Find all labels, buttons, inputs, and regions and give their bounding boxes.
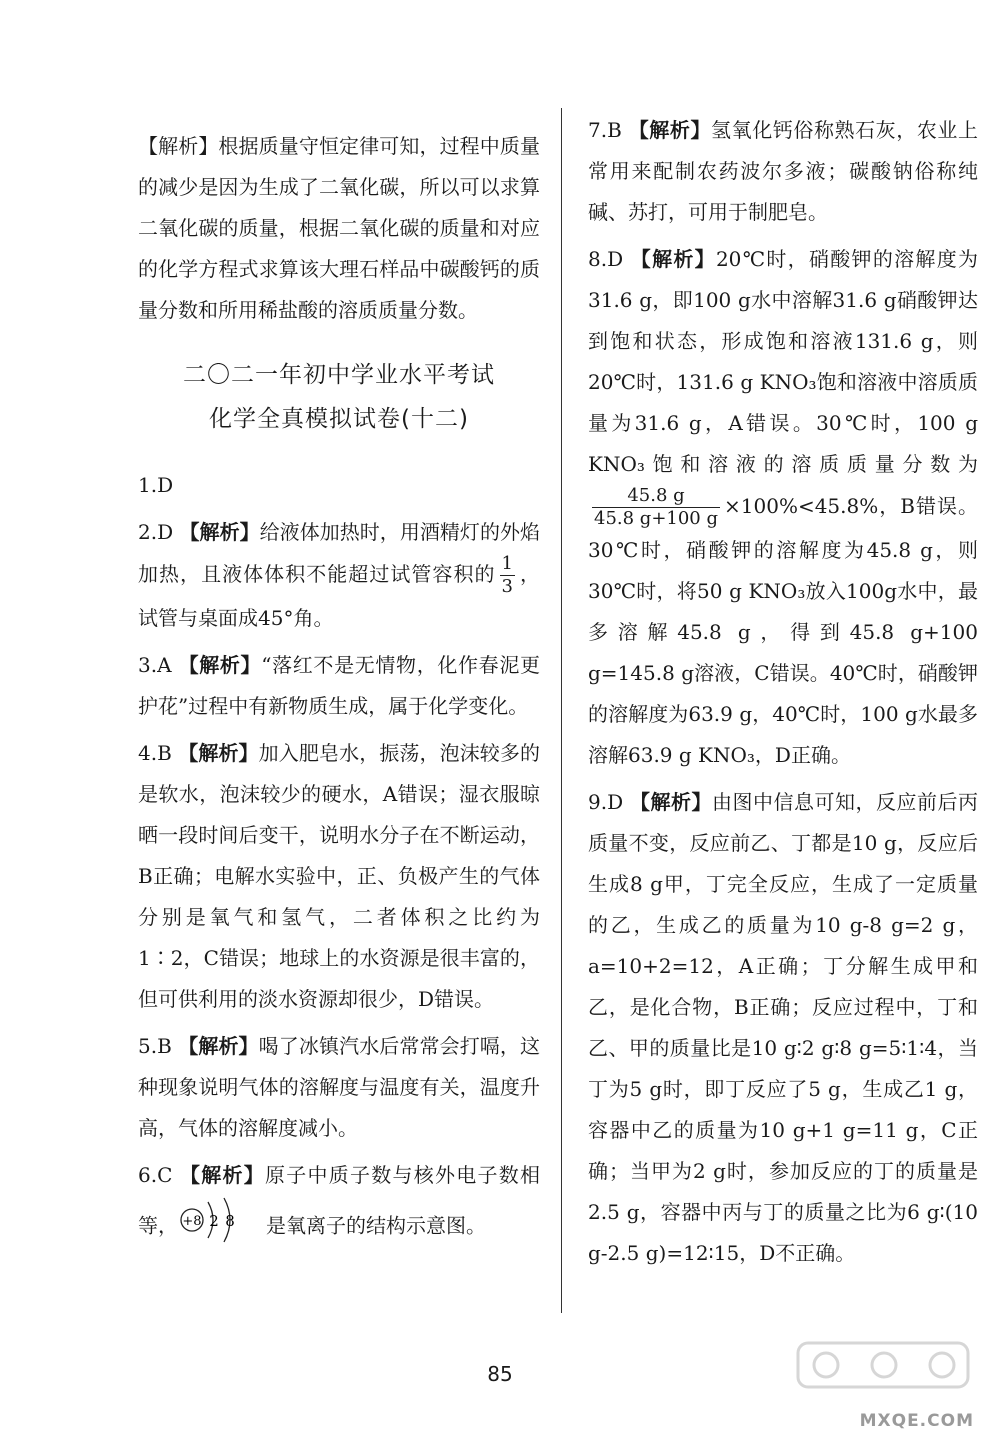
answer-4-text: 加入肥皂水，振荡，泡沫较多的是软水，泡沫较少的硬水，A错误；湿衣服晾晒一段时间后变干，说明水分子在不断运动，B正确；电解水实验中，正、负极产生的气体分别是氧气和氢气，二者体积之比约为1∶2，C错误；地球上的水资源是很丰富的，但可供利用的淡水资源却很少，D错误。 xyxy=(138,741,541,1011)
column-divider xyxy=(561,108,562,1313)
answer-7-number: 7.B xyxy=(588,118,622,142)
fraction-one-third xyxy=(500,553,515,598)
answer-2-text-end: ，试管与桌面成45°角。 xyxy=(138,562,541,630)
answer-9-text: 由图中信息可知，反应前后丙质量不变，反应前乙、丁都是10 g，反应后生成8 g甲，丁完全反应，生成了一定质量的乙，生成乙的质量为10 g-8 g=2 g，a=10+2=12，A正确；丁分解生成甲和乙，是化合物，B正确；反应过程中，丁和乙、甲的质量比是10 g∶2 g∶8 g=5∶1∶4，当丁为5 g时，即丁反应了5 g，生成乙1 g，容器中乙的质量为10 g+1 g=11 g，C正确；当甲为2 g时，参加反应的丁的质量是2.5 g，容器中丙与丁的质量之比为6 g∶(10 g-2.5 g)=12∶15，D不正确。 xyxy=(588,790,979,1265)
answer-3 xyxy=(138,645,540,727)
answer-5 xyxy=(138,1026,540,1149)
left-column xyxy=(138,110,540,1264)
oxygen-ion-diagram xyxy=(178,1196,266,1258)
answer-5-number: 5.B xyxy=(138,1034,172,1058)
answer-1: 1.D xyxy=(138,473,174,497)
answer-4 xyxy=(138,733,540,1020)
answer-6-number: 6.C xyxy=(138,1163,173,1187)
mass-fraction xyxy=(592,485,720,530)
watermark-text: MXQE.COM xyxy=(859,1411,974,1431)
intro-analysis: 【解析】根据质量守恒定律可知，过程中质量的减少是因为生成了二氧化碳，所以可以求算二氧化碳的质量，根据二氧化碳的质量和对应的化学方程式求算该大理石样品中碳酸钙的质量分数和所用稀盐酸的溶质质量分数。 xyxy=(138,134,540,322)
answer-6 xyxy=(138,1155,540,1258)
right-column xyxy=(588,110,978,1280)
analysis-tag: 【解析】 xyxy=(180,1163,265,1187)
fraction-denominator: 3 xyxy=(501,576,513,597)
answer-3-text: “落红不是无情物，化作春泥更护花”过程中有新物质生成，属于化学变化。 xyxy=(138,653,541,718)
mass-fraction-numerator: 45.8 g xyxy=(592,485,720,508)
answer-8-text-end: ×100%<45.8%，B错误。30℃时，硝酸钾的溶解度为45.8 g，则30℃时，将50 g KNO₃放入100g水中，最多溶解45.8 g，得到45.8 g+100 g=145.8 g溶液，C错误。40℃时，硝酸钾的溶解度为63.9 g，40℃时，100 g水最多溶解63.9 g KNO₃，D正确。 xyxy=(588,494,978,767)
analysis-tag: 【解析】 xyxy=(629,790,712,814)
answer-9-number: 9.D xyxy=(588,790,624,814)
answer-3-number: 3.A xyxy=(138,653,172,677)
analysis-tag: 【解析】 xyxy=(178,653,262,677)
exam-title xyxy=(138,353,540,441)
mass-fraction-denominator: 45.8 g+100 g xyxy=(594,508,719,529)
answer-9 xyxy=(588,782,978,1274)
answer-8 xyxy=(588,239,978,776)
answer-6-text: 原子中质子数与核外电子数相等， xyxy=(138,1163,540,1238)
answer-7-text: 氢氧化钙俗称熟石灰，农业上常用来配制农药波尔多液；碳酸钠俗称纯碱、苏打，可用于制肥皂。 xyxy=(588,118,979,224)
answer-2 xyxy=(138,512,540,639)
answer-7 xyxy=(588,110,978,233)
analysis-tag: 【解析】 xyxy=(178,1034,259,1058)
answer-2-number: 2.D xyxy=(138,520,174,544)
analysis-tag: 【解析】 xyxy=(628,118,712,142)
analysis-tag: 【解析】 xyxy=(179,520,260,544)
analysis-tag: 【解析】 xyxy=(178,741,259,765)
atom-nucleus-label: +8 xyxy=(182,1214,202,1229)
atom-shell2-label: 8 xyxy=(225,1212,235,1230)
answer-8-number: 8.D xyxy=(588,247,624,271)
exam-title-line2: 化学全真模拟试卷(十二) xyxy=(209,406,469,432)
atom-shell1-label: 2 xyxy=(209,1212,219,1230)
analysis-tag: 【解析】 xyxy=(630,247,716,271)
fraction-numerator: 1 xyxy=(501,553,513,574)
exam-title-line1: 二〇二一年初中学业水平考试 xyxy=(183,362,495,388)
answer-4-number: 4.B xyxy=(138,741,172,765)
page-number: 85 xyxy=(487,1362,513,1386)
answer-6-text-end: 是氧离子的结构示意图。 xyxy=(266,1213,486,1238)
site-watermark-logo xyxy=(790,1339,980,1415)
answer-5-text: 喝了冰镇汽水后常常会打嗝，这种现象说明气体的溶解度与温度有关，温度升高，气体的溶解度减小。 xyxy=(138,1034,541,1140)
answer-8-text: 20℃时，硝酸钾的溶解度为31.6 g，即100 g水中溶解31.6 g硝酸钾达到饱和状态，形成饱和溶液131.6 g，则20℃时，131.6 g KNO₃饱和溶液中溶质质量为31.6 g，A错误。30℃时，100 g KNO₃饱和溶液的溶质质量分数为 xyxy=(588,247,978,476)
answer-2-text: 给液体加热时，用酒精灯的外焰加热，且液体体积不能超过试管容积的 xyxy=(138,520,541,586)
